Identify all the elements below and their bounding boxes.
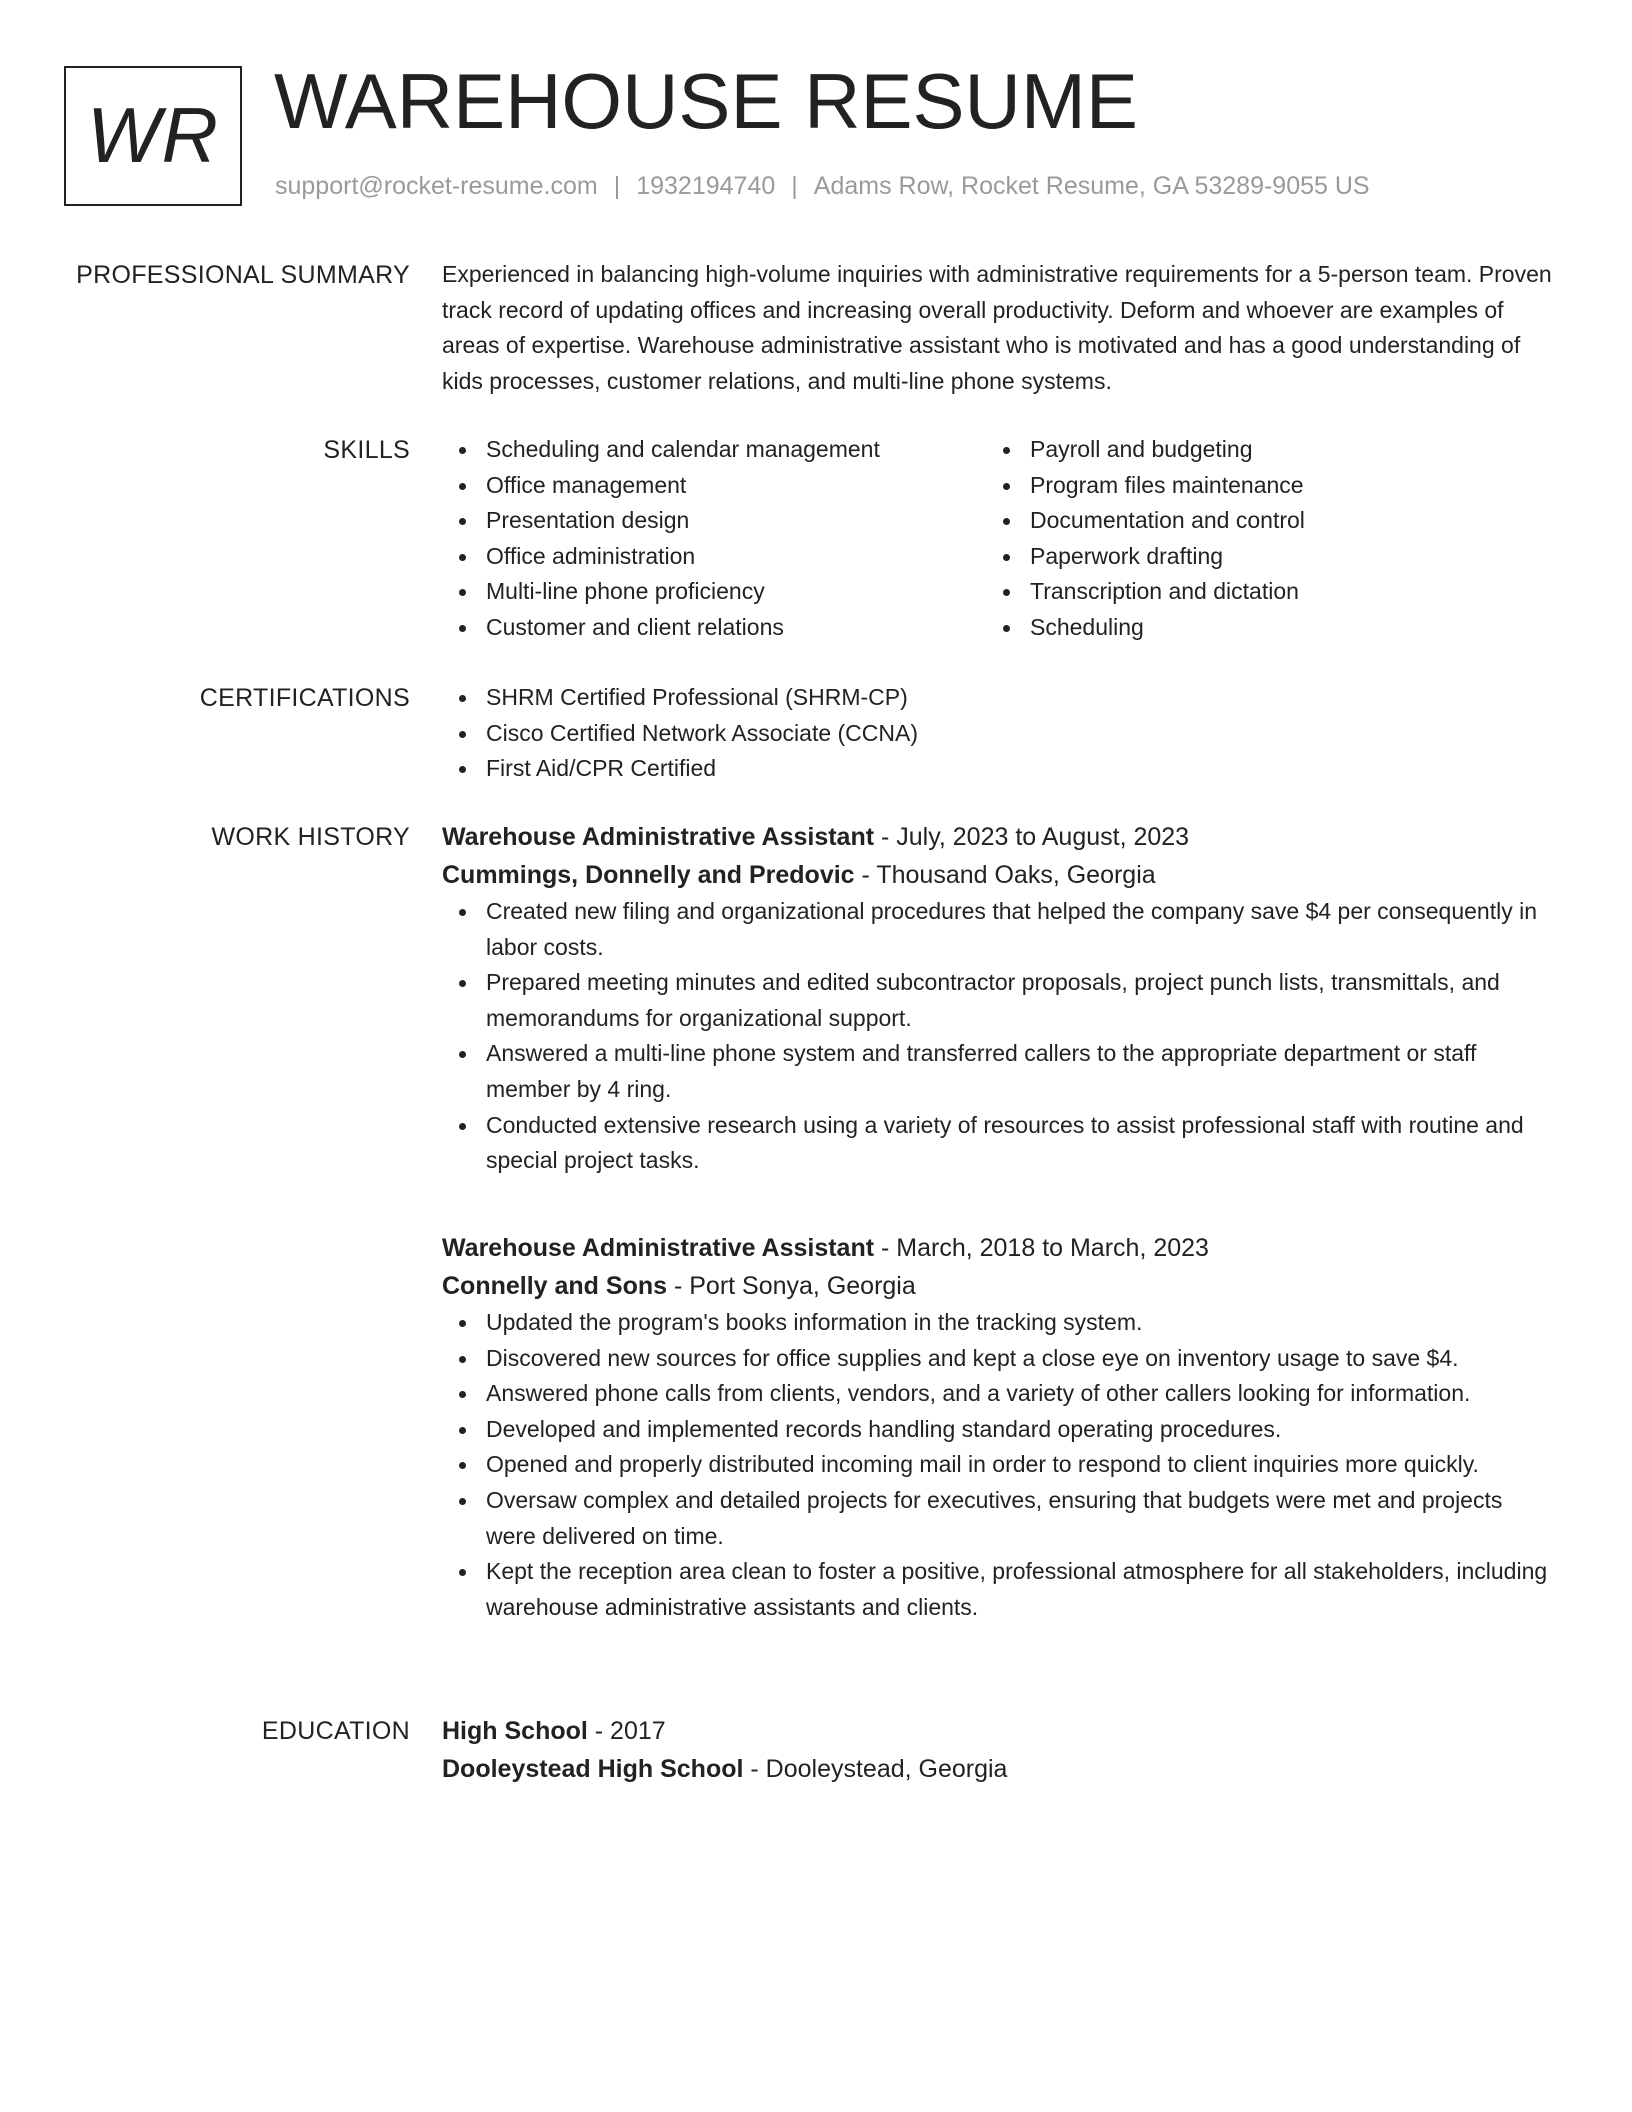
contact-address: Adams Row, Rocket Resume, GA 53289-9055 US: [813, 172, 1370, 200]
summary-label: PROFESSIONAL SUMMARY: [76, 261, 410, 289]
skill-item: Scheduling: [986, 610, 1530, 646]
monogram-initials: WR: [87, 90, 219, 179]
education-body: [442, 1713, 1552, 1788]
job-title-line: [442, 819, 1552, 857]
certification-item: Cisco Certified Network Associate (CCNA): [442, 716, 1552, 752]
work-history-label: WORK HISTORY: [211, 823, 410, 851]
skill-item: Payroll and budgeting: [986, 432, 1530, 468]
job-entry: [442, 819, 1552, 1179]
job-bullet: Conducted extensive research using a variety of resources to assist professional staff with routine and special project tasks.: [442, 1108, 1552, 1179]
skill-item: Paperwork drafting: [986, 539, 1530, 575]
job-bullets: [442, 1305, 1552, 1625]
summary-text: Experienced in balancing high-volume inquiries with administrative requirements for a 5-person team. Proven track record of updating offices and increasing overall productivity. Deform and whoever are examples of areas of expertise. Warehouse administrative assistant who is motivated and has a good understanding of kids processes, customer relations, and multi-line phone systems.: [442, 261, 1552, 394]
certifications-body: [442, 680, 1552, 787]
certifications-label: CERTIFICATIONS: [199, 684, 410, 712]
job-bullet: Discovered new sources for office supplies and kept a close eye on inventory usage to save $4.: [442, 1341, 1552, 1377]
resume-title: WAREHOUSE RESUME: [274, 57, 1138, 145]
skills-body: [442, 432, 1552, 646]
education-school-line: [442, 1751, 1552, 1789]
skill-item: Presentation design: [442, 503, 986, 539]
skill-item: Documentation and control: [986, 503, 1530, 539]
contact-separator: |: [613, 172, 621, 200]
skills-label: SKILLS: [323, 436, 410, 464]
job-bullet: Answered a multi-line phone system and transferred callers to the appropriate department or staff member by 4 ring.: [442, 1036, 1552, 1107]
contact-separator: |: [791, 172, 798, 200]
job-company: Cummings, Donnelly and Predovic: [442, 860, 855, 889]
job-bullet: Developed and implemented records handling standard operating procedures.: [442, 1412, 1552, 1448]
education-label: EDUCATION: [261, 1717, 410, 1745]
job-entry: [442, 1230, 1552, 1625]
skills-list-left: [442, 432, 986, 646]
job-company-line: [442, 1268, 1552, 1306]
certification-item: SHRM Certified Professional (SHRM-CP): [442, 680, 1552, 716]
job-bullet: Kept the reception area clean to foster a positive, professional atmosphere for all stakeholders, including warehouse administrative assistants and clients.: [442, 1554, 1552, 1625]
education-location: - Dooleystead, Georgia: [743, 1754, 1008, 1783]
contact-email: support@rocket-resume.com: [275, 172, 598, 200]
monogram-box: [64, 66, 242, 206]
skills-list-right: [986, 432, 1530, 646]
job-title-line: [442, 1230, 1552, 1268]
job-bullets: [442, 894, 1552, 1179]
certifications-list: [442, 680, 1552, 787]
skill-item: Customer and client relations: [442, 610, 986, 646]
contact-phone: 1932194740: [636, 172, 776, 200]
education-degree: High School: [442, 1717, 588, 1745]
job-location: - Thousand Oaks, Georgia: [854, 860, 1156, 889]
job-title: Warehouse Administrative Assistant: [442, 823, 875, 851]
job-dates: - March, 2018 to March, 2023: [874, 1234, 1209, 1262]
skill-item: Office administration: [442, 539, 986, 575]
certification-item: First Aid/CPR Certified: [442, 751, 1552, 787]
job-bullet: Opened and properly distributed incoming mail in order to respond to client inquiries more quickly.: [442, 1447, 1552, 1483]
job-location: - Port Sonya, Georgia: [667, 1271, 916, 1300]
contact-line: [275, 172, 1370, 201]
education-school: Dooleystead High School: [442, 1754, 744, 1783]
skill-item: Office management: [442, 468, 986, 504]
education-year: - 2017: [587, 1717, 666, 1745]
job-bullet: Updated the program's books information in the tracking system.: [442, 1305, 1552, 1341]
skill-item: Program files maintenance: [986, 468, 1530, 504]
job-bullet: Prepared meeting minutes and edited subcontractor proposals, project punch lists, transmittals, and memorandums for organizational support.: [442, 965, 1552, 1036]
job-bullet: Oversaw complex and detailed projects for executives, ensuring that budgets were met and projects were delivered on time.: [442, 1483, 1552, 1554]
skill-item: Scheduling and calendar management: [442, 432, 986, 468]
job-dates: - July, 2023 to August, 2023: [874, 823, 1190, 851]
education-degree-line: [442, 1713, 1552, 1751]
work-history-body: [442, 819, 1552, 1620]
job-company: Connelly and Sons: [442, 1271, 668, 1300]
summary-body: [442, 257, 1552, 399]
job-bullet: Answered phone calls from clients, vendors, and a variety of other callers looking for information.: [442, 1376, 1552, 1412]
skill-item: Transcription and dictation: [986, 574, 1530, 610]
job-title: Warehouse Administrative Assistant: [442, 1234, 875, 1262]
job-bullet: Created new filing and organizational procedures that helped the company save $4 per consequently in labor costs.: [442, 894, 1552, 965]
skill-item: Multi-line phone proficiency: [442, 574, 986, 610]
job-company-line: [442, 857, 1552, 895]
